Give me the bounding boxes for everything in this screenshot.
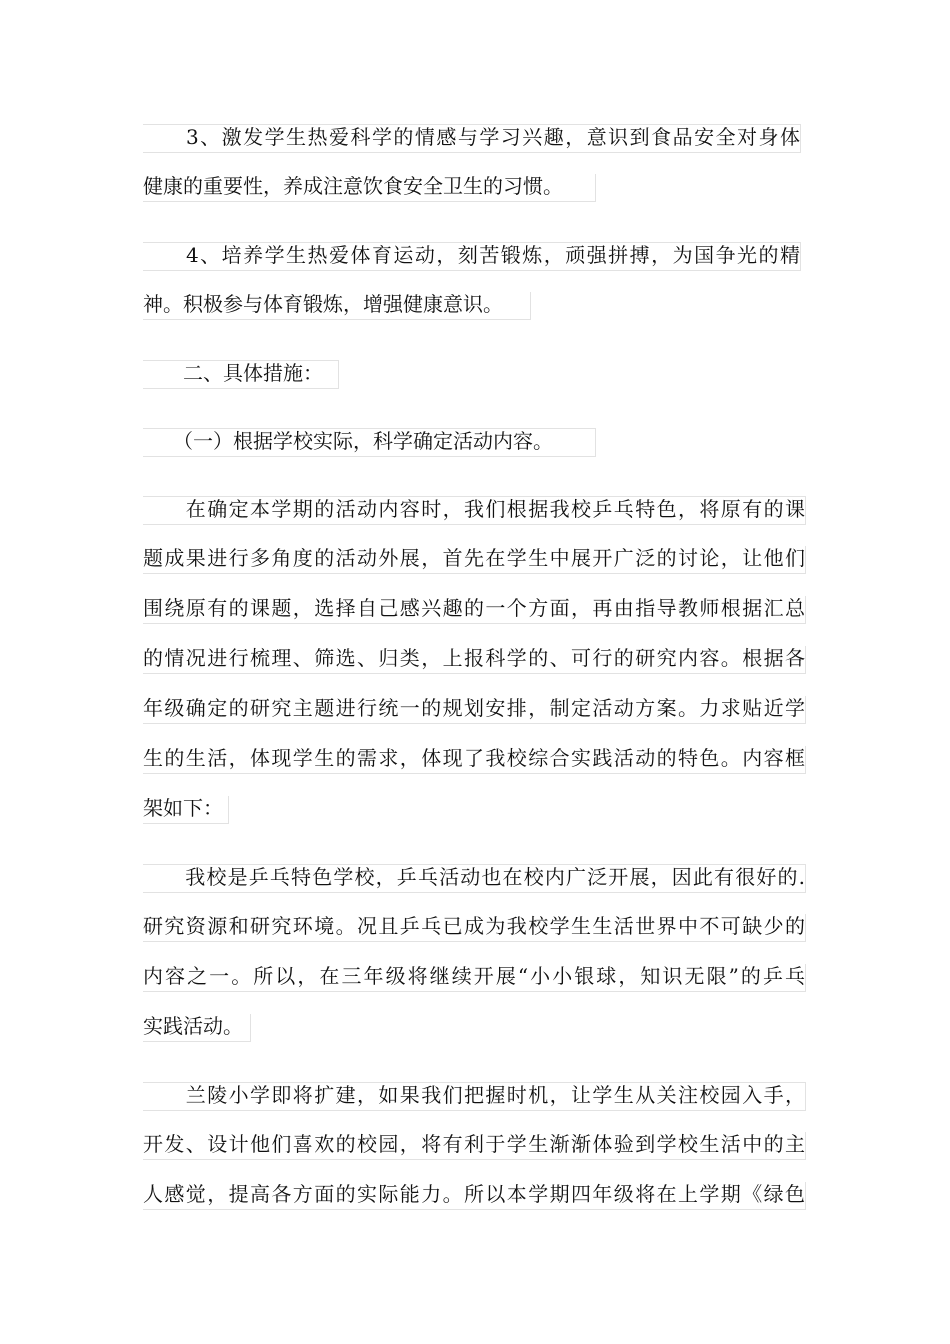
- paragraph-2-line-2: 神。积极参与体育锻炼，增强健康意识。: [143, 292, 531, 320]
- sub-heading: （一）根据学校实际，科学确定活动内容。: [143, 428, 596, 457]
- paragraph-5-line-2: 题成果进行多角度的活动外展，首先在学生中展开广泛的讨论，让他们: [143, 546, 806, 574]
- paragraph-7-line-2: 开发、设计他们喜欢的校园，将有利于学生渐渐体验到学校生活中的主: [143, 1132, 806, 1160]
- paragraph-1-line-2: 健康的重要性，养成注意饮食安全卫生的习惯。: [143, 174, 596, 202]
- paragraph-5-line-3: 围绕原有的课题，选择自己感兴趣的一个方面，再由指导教师根据汇总: [143, 596, 806, 624]
- paragraph-5-line-1: 在确定本学期的活动内容时，我们根据我校乒乓特色，将原有的课: [143, 496, 806, 525]
- paragraph-6-line-1: 我校是乒乓特色学校，乒乓活动也在校内广泛开展，因此有很好的.: [143, 864, 806, 893]
- paragraph-1-line-1: 3、激发学生热爱科学的情感与学习兴趣，意识到食品安全对身体: [143, 124, 801, 153]
- paragraph-7-line-1: 兰陵小学即将扩建，如果我们把握时机，让学生从关注校园入手，: [143, 1082, 806, 1111]
- paragraph-5-line-4: 的情况进行梳理、筛选、归类，上报科学的、可行的研究内容。根据各: [143, 646, 806, 674]
- paragraph-6-line-2: 研究资源和研究环境。况且乒乓已成为我校学生生活世界中不可缺少的: [143, 914, 806, 942]
- paragraph-2-line-1: 4、培养学生热爱体育运动，刻苦锻炼，顽强拼搏，为国争光的精: [143, 242, 801, 271]
- paragraph-6-line-4: 实践活动。: [143, 1014, 251, 1042]
- paragraph-5-line-6: 生的生活，体现学生的需求，体现了我校综合实践活动的特色。内容框: [143, 746, 806, 774]
- section-heading: 二、具体措施：: [143, 360, 339, 389]
- paragraph-5-line-5: 年级确定的研究主题进行统一的规划安排，制定活动方案。力求贴近学: [143, 696, 806, 724]
- paragraph-5-line-7: 架如下：: [143, 796, 229, 824]
- paragraph-6-line-3: 内容之一。所以，在三年级将继续开展“小小银球，知识无限”的乒乓: [143, 964, 806, 992]
- paragraph-7-line-3: 人感觉，提高各方面的实际能力。所以本学期四年级将在上学期《绿色: [143, 1182, 806, 1210]
